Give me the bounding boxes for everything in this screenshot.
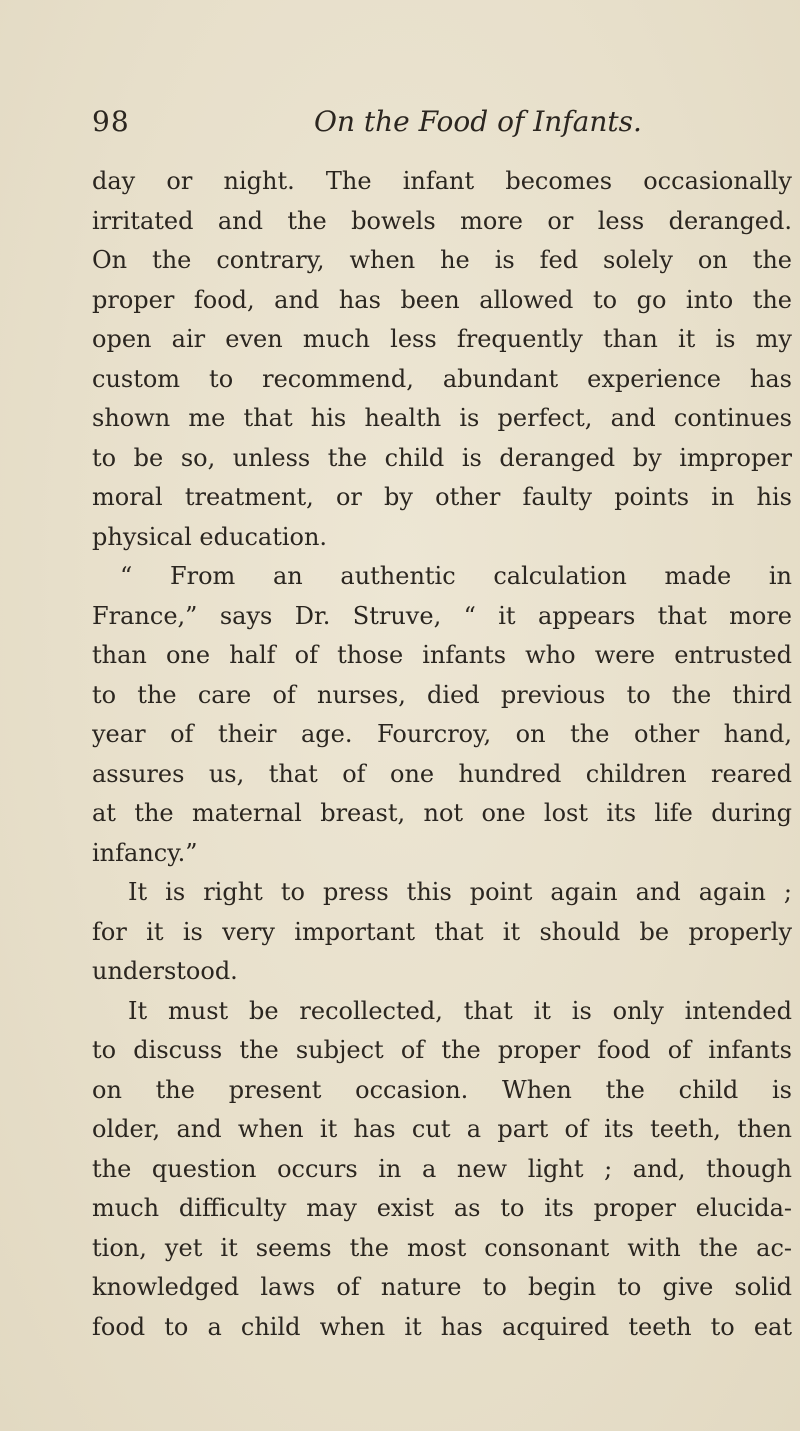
page-number: 98: [92, 105, 130, 138]
text-line: on the present occasion. When the child is: [92, 1075, 792, 1104]
text-line: It is right to press this point again and again ;: [128, 878, 792, 906]
text-line: France,” says Dr. Struve, “ it appears that more: [92, 601, 792, 630]
text-line: food to a child when it has acquired teeth to eat: [92, 1312, 792, 1341]
text-line: than one half of those infants who were entrusted: [92, 641, 792, 669]
text-line: at the maternal breast, not one lost its life during: [92, 799, 792, 827]
text-line: to the care of nurses, died previous to the third: [92, 680, 792, 709]
text-line: to discuss the subject of the proper food of infants: [92, 1036, 792, 1064]
text-line: day or night. The infant becomes occasionally: [92, 167, 792, 195]
text-line: open air even much less frequently than it is my: [92, 325, 792, 353]
text-line: understood.: [92, 957, 238, 985]
text-line: On the contrary, when he is fed solely on the: [92, 246, 792, 274]
text-line: assures us, that of one hundred children reared: [92, 759, 792, 788]
text-line: irritated and the bowels more or less deranged.: [92, 206, 792, 235]
text-line: much difficulty may exist as to its proper elucida-: [92, 1194, 792, 1222]
text-line: for it is very important that it should be properly: [92, 917, 792, 946]
text-line: proper food, and has been allowed to go into the: [92, 285, 792, 314]
text-line: shown me that his health is perfect, and continues: [92, 404, 792, 432]
text-line: “ From an authentic calculation made in: [120, 562, 792, 590]
text-line: It must be recollected, that it is only intended: [128, 996, 792, 1025]
text-line: moral treatment, or by other faulty points in his: [92, 483, 792, 511]
page-header: [92, 105, 792, 149]
text-line: older, and when it has cut a part of its teeth, then: [92, 1115, 792, 1143]
text-line: custom to recommend, abundant experience has: [92, 364, 792, 393]
text-line: infancy.”: [92, 838, 198, 867]
running-title: On the Food of Infants.: [314, 105, 642, 138]
body-text: [92, 162, 792, 1347]
text-line: the question occurs in a new light ; and, though: [92, 1154, 792, 1183]
text-line: to be so, unless the child is deranged by improper: [92, 443, 792, 472]
text-line: physical education.: [92, 522, 328, 551]
text-line: knowledged laws of nature to begin to give solid: [92, 1273, 792, 1301]
text-line: year of their age. Fourcroy, on the other hand,: [92, 720, 792, 748]
text-line: tion, yet it seems the most consonant with the ac-: [92, 1233, 792, 1262]
